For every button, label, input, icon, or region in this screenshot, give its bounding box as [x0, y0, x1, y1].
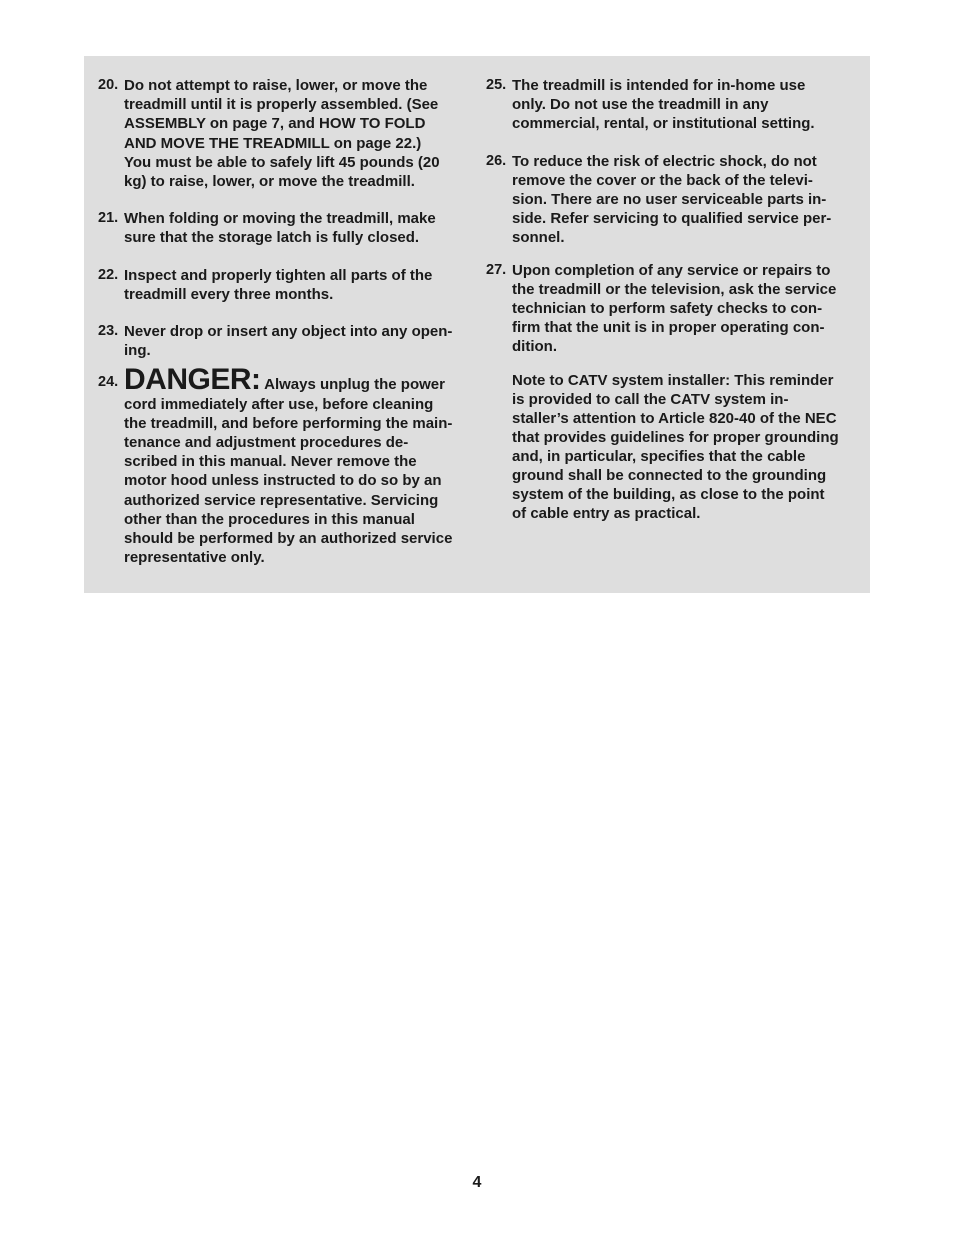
- item-number: 27.: [486, 261, 507, 278]
- list-item: [486, 152, 858, 248]
- danger-item: [98, 363, 468, 567]
- item-number: 26.: [486, 152, 507, 169]
- item-text: When folding or moving the treadmill, make sure that the storage latch is fully closed.: [124, 210, 436, 247]
- item-text: The treadmill is intended for in-home use only. Do not use the treadmill in any commercial, rental, or institutional setting.: [512, 77, 815, 133]
- list-item: [98, 209, 468, 247]
- catv-note: Note to CATV system installer: This reminder is provided to call the CATV system in- staller’s attention to Article 820-40 of the NEC that provides guidelines for proper grounding and, in particular, specifies that the cable ground shall be connected to the grounding system of the building, as close to the point of cable entry as practical.: [512, 371, 839, 522]
- item-number: 22.: [98, 266, 119, 283]
- safety-panel: [84, 56, 870, 593]
- left-column: [98, 76, 468, 585]
- list-item: [98, 76, 468, 191]
- item-text: To reduce the risk of electric shock, do not remove the cover or the back of the televi- sion. There are no user serviceable parts in- side. Refer servicing to qualified service per- sonnel.: [512, 152, 832, 247]
- danger-text-block: [124, 363, 468, 567]
- item-text: Never drop or insert any object into any open- ing.: [124, 323, 453, 360]
- item-number: 25.: [486, 77, 507, 93]
- item-number: 24.: [98, 374, 119, 391]
- item-number: 20.: [98, 77, 119, 93]
- item-text: Upon completion of any service or repairs to the treadmill or the television, ask the service technician to perform safety checks to con- firm that the unit is in proper operating con- dition.: [512, 261, 837, 356]
- item-number: 23.: [98, 323, 119, 340]
- list-item: [486, 261, 858, 357]
- item-text: Inspect and properly tighten all parts of the treadmill every three months.: [124, 266, 433, 303]
- right-column: [486, 76, 858, 523]
- page-number: 4: [472, 1174, 482, 1191]
- danger-heading: DANGER:: [124, 363, 261, 397]
- item-text: Do not attempt to raise, lower, or move the treadmill until it is properly assembled. (See ASSEMBLY on page 7, and HOW TO FOLD AND MOVE THE TREADMILL on page 22.) You must be able to safely lift 45 pounds (20 kg) to raise, lower, or move the treadmill.: [124, 77, 440, 191]
- list-item: [98, 266, 468, 304]
- list-item: [98, 322, 468, 360]
- danger-text: Always unplug the power cord immediately after use, before cleaning the treadmill, and before performing the main- tenance and adjustment procedures de- scribed in this manual. Never remove the motor hood unless instructed to do so by an authorized service representative. Servicing other than the procedures in this manual should be performed by an authorized service representative only.: [124, 376, 453, 567]
- item-number: 21.: [98, 210, 119, 227]
- list-item: [486, 76, 858, 134]
